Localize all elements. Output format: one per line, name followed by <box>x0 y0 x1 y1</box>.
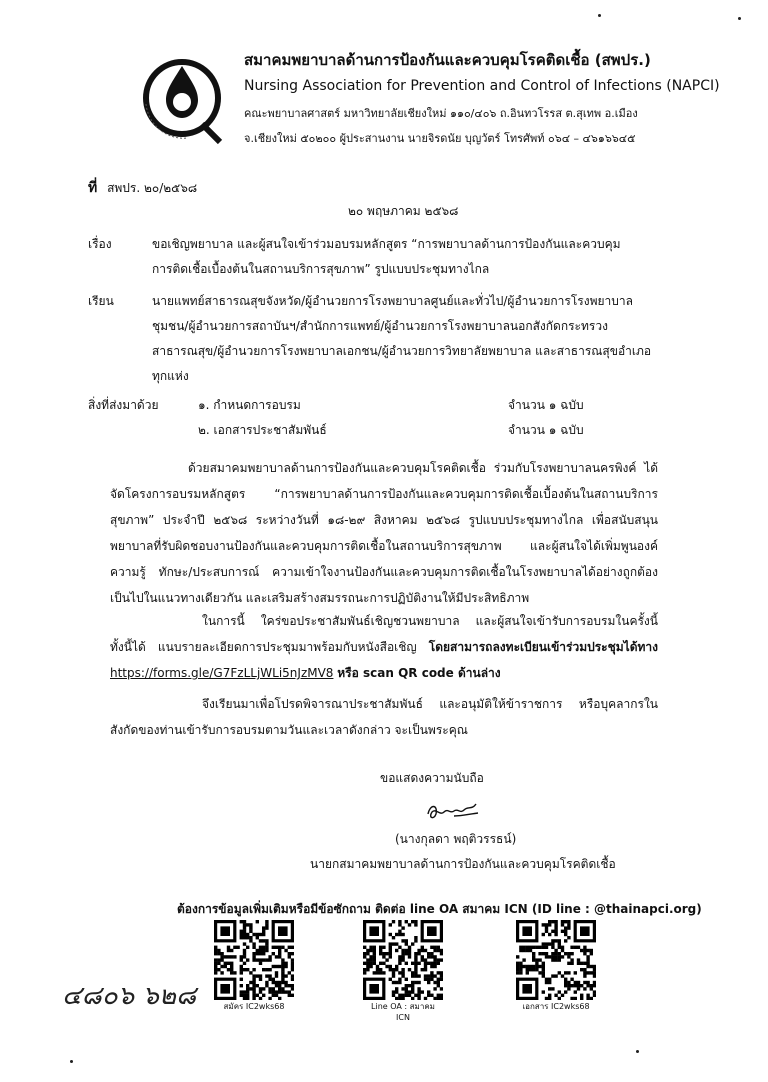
subject-line-2: การติดเชื้อเบื้องต้นในสถานบริการสุขภาพ” รูปแบบประชุมทางไกล <box>152 262 490 276</box>
qr-documents[interactable] <box>516 920 596 1016</box>
signer-name: (นางกุลดา พฤติวรรธน์) <box>395 832 517 846</box>
address-line-2: จ.เชียงใหม่ ๕๐๒๐๐ ผู้ประสานงาน นายจิรดนัย บุญวัตร์ โทรศัพท์ ๐๖๔ – ๔๖๑๖๖๔๕ <box>244 132 636 145</box>
qr-code-icon <box>214 920 294 1000</box>
paragraph-2-text: ในการนี้ ใคร่ขอประชาสัมพันธ์เชิญชวนพยาบาล และผู้สนใจเข้ารับการอบรมในครั้งนี้ ทั้งนี้ได้ แนบรายละเอียดการประชุมมาพร้อมกับหนังสือเชิญ <box>110 614 658 654</box>
body-paragraph-3: จึงเรียนมาเพื่อโปรดพิจารณาประชาสัมพันธ์ และอนุมัติให้ข้าราชการ หรือบุคลากรในสังกัดของท่านเข้ารับการอบรมตามวันและเวลาดังกล่าว จะเป็นพระคุณ <box>110 697 658 737</box>
enclosure-item-2: ๒. เอกสารประชาสัมพันธ์ <box>198 423 327 437</box>
enclosure-item-1: ๑. กำหนดการอบรม <box>198 398 301 412</box>
org-name-thai: สมาคมพยาบาลด้านการป้องกันและควบคุมโรคติดเชื้อ (สพปร.) <box>244 51 651 69</box>
recipient-line-2: ชุมชน/ผู้อำนวยการสถาบันฯ/สำนักการแพทย์/ผู้อำนวยการโรงพยาบาลนอกสังกัดกระทรวง <box>152 319 608 333</box>
recipient-label: เรียน <box>88 294 114 308</box>
recipient-line-4: ทุกแห่ง <box>152 369 189 383</box>
registration-instruction: โดยสามารถลงทะเบียนเข้าร่วมประชุมได้ทาง <box>428 640 658 654</box>
reference-label: ที่ <box>88 180 98 196</box>
qr-code-icon <box>363 920 443 1000</box>
scan-speck <box>70 1060 73 1063</box>
qr-label: เอกสาร IC2wks68 <box>522 1002 590 1011</box>
recipient-line-3: สาธารณสุข/ผู้อำนวยการโรงพยาบาลเอกชน/ผู้อำนวยการวิทยาลัยพยาบาล และสาธารณสุขอำเภอ <box>152 344 652 358</box>
closing-phrase: ขอแสดงความนับถือ <box>380 771 484 785</box>
qr-register[interactable] <box>214 920 294 1016</box>
recipient-line-1: นายแพทย์สาธารณสุขจังหวัด/ผู้อำนวยการโรงพยาบาลศูนย์และทั่วไป/ผู้อำนวยการโรงพยาบาล <box>152 294 633 308</box>
qr-code-icon <box>516 920 596 1000</box>
qr-label: สมัคร IC2wks68 <box>223 1002 285 1011</box>
subject-line-1: ขอเชิญพยาบาล และผู้สนใจเข้าร่วมอบรมหลักสูตร “การพยาบาลด้านการป้องกันและควบคุม <box>152 237 621 251</box>
qr-line-oa[interactable] <box>363 920 443 1022</box>
reference-number <box>88 180 197 196</box>
scan-speck <box>636 1050 639 1053</box>
body-paragraph-2 <box>110 608 658 686</box>
scan-speck <box>738 17 741 20</box>
enclosure-qty-2: จำนวน ๑ ฉบับ <box>508 423 584 437</box>
contact-info: ต้องการข้อมูลเพิ่มเติมหรือมีข้อซักถาม ติดต่อ line OA สมาคม ICN (ID line : @thainapci.org) <box>177 902 702 916</box>
handwritten-note: ๔๘๐๖ ๖๒๘ <box>62 981 197 1011</box>
registration-link[interactable]: https://forms.gle/G7FzLLjWLi5nJzMV8 <box>110 666 334 680</box>
scan-qr-instruction: หรือ scan QR code ด้านล่าง <box>337 666 501 680</box>
org-name-english: Nursing Association for Prevention and Control of Infections (NAPCI) <box>244 78 720 94</box>
subject-label: เรื่อง <box>88 237 112 251</box>
enclosure-label: สิ่งที่ส่งมาด้วย <box>88 398 159 412</box>
signer-title: นายกสมาคมพยาบาลด้านการป้องกันและควบคุมโรคติดเชื้อ <box>310 857 616 871</box>
association-logo <box>128 44 236 152</box>
enclosure-qty-1: จำนวน ๑ ฉบับ <box>508 398 584 412</box>
address-line-1: คณะพยาบาลศาสตร์ มหาวิทยาลัยเชียงใหม่ ๑๑๐/๔๐๖ ถ.อินทวโรรส ต.สุเทพ อ.เมือง <box>244 107 638 120</box>
handwritten-signature <box>424 796 484 824</box>
reference-value: สพปร. ๒๐/๒๕๖๘ <box>107 181 198 195</box>
letter-date: ๒๐ พฤษภาคม ๒๕๖๘ <box>348 204 459 218</box>
body-paragraph-1: ด้วยสมาคมพยาบาลด้านการป้องกันและควบคุมโรคติดเชื้อ ร่วมกับโรงพยาบาลนครพิงค์ ได้จัดโครงการอบรมหลักสูตร “การพยาบาลด้านการป้องกันและควบคุมการติดเชื้อเบื้องต้นในสถานบริการสุขภาพ” ประจำปี ๒๕๖๘ ระหว่างวันที่ ๑๘-๒๙ สิงหาคม ๒๕๖๘ รูปแบบประชุมทางไกล เพื่อสนับสนุนพยาบาลที่รับผิดชอบงานป้องกันและควบคุมการติดเชื้อในสถานบริการสุขภาพ และผู้สนใจได้เพิ่มพูนองค์ความรู้ ทักษะ/ประสบการณ์ ความเข้าใจงานป้องกันและควบคุมการติดเชื้อในโรงพยาบาลได้อย่างถูกต้อง เป็นไปในแนวทางเดียวกัน และเสริมสร้างสมรรถนะการปฏิบัติงานให้มีประสิทธิภาพ <box>110 461 658 605</box>
scan-speck <box>598 14 601 17</box>
qr-label: Line OA : สมาคม ICN <box>371 1002 435 1022</box>
